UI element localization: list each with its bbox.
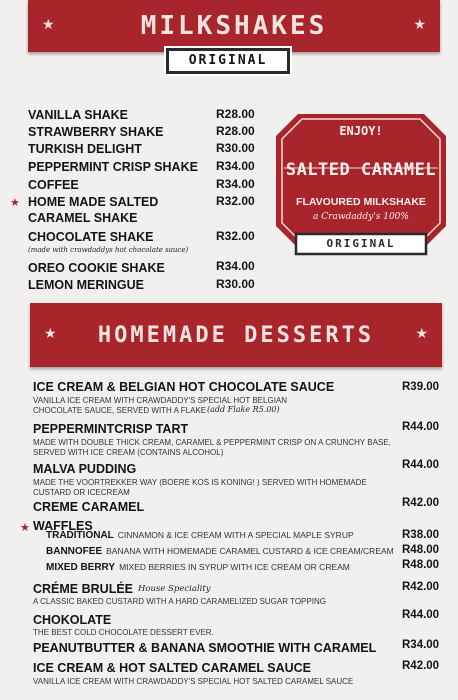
waffle-desc: CINNAMON & ICE CREAM WITH A SPECIAL MAPLE SYRUP [117, 530, 354, 540]
waffle-name: MIXED BERRY [46, 562, 116, 573]
menu-item-price: R32.00 [216, 229, 255, 243]
badge-title: SALTED CARAMEL [285, 160, 437, 180]
dessert-title: ICE CREAM & HOT SALTED CARAMEL SAUCE [33, 661, 312, 675]
badge-subtitle: FLAVOURED MILKSHAKE [296, 196, 426, 208]
dessert-desc: VANILLA ICE CREAM WITH CRAWDADDY'S SPECIAL HOT SALTED CARAMEL SAUCE [33, 677, 354, 686]
waffle-option [46, 530, 354, 541]
waffle-option [46, 562, 350, 573]
dessert-price: R44.00 [402, 609, 440, 621]
waffle-name: TRADITIONAL [46, 530, 114, 541]
menu-item-price: R28.00 [216, 124, 255, 138]
desserts-title: HOMEMADE DESSERTS [97, 322, 375, 348]
menu-item-name: STRAWBERRY SHAKE [28, 125, 164, 139]
star-icon: ★ [415, 325, 428, 341]
dessert-title: CREME CARAMEL [33, 500, 145, 514]
dessert-price: R48.00 [402, 544, 440, 556]
menu-item-name: PEPPERMINT CRISP SHAKE [28, 160, 198, 174]
menu-item-price: R30.00 [216, 277, 255, 291]
menu-item-name: OREO COOKIE SHAKE [28, 261, 165, 275]
star-icon: ★ [10, 197, 20, 209]
dessert-extra: (add Flake R5.00) [207, 405, 280, 414]
dessert-price: R42.00 [402, 497, 440, 509]
dessert-price: R39.00 [402, 381, 440, 393]
dessert-desc: VANILLA ICE CREAM WITH CRAWDADDY'S SPECIAL HOT BELGIAN [33, 396, 288, 405]
waffle-name: BANNOFEE [46, 546, 103, 557]
menu-item-price: R32.00 [216, 194, 255, 208]
menu-item-note: (made with crawdaddys hot chocolate sauce) [28, 246, 189, 254]
menu-item-price: R34.00 [216, 159, 255, 173]
menu-item-name: COFFEE [28, 178, 79, 192]
dessert-title: ICE CREAM & BELGIAN HOT CHOCOLATE SAUCE [33, 380, 335, 394]
menu-item-price: R28.00 [216, 107, 255, 121]
dessert-price: R44.00 [402, 421, 440, 433]
menu-item-name: TURKISH DELIGHT [28, 142, 142, 156]
dessert-title: WAFFLES [33, 519, 93, 533]
dessert-title: CRÉME BRULÉE [33, 582, 134, 596]
dessert-price: R42.00 [402, 581, 440, 593]
badge-tagline: a Crawdaddy's 100% [313, 212, 409, 222]
dessert-desc: SERVED WITH ICE CREAM (CONTAINS ALCOHOL) [33, 448, 224, 457]
menu-item-name: HOME MADE SALTED [28, 195, 159, 209]
badge-top-text: ENJOY! [339, 124, 383, 138]
menu-item-name: LEMON MERINGUE [28, 278, 144, 292]
dessert-title: PEANUTBUTTER & BANANA SMOOTHIE WITH CARAMEL [33, 641, 377, 655]
dessert-title: MALVA PUDDING [33, 462, 137, 476]
badge-ribbon-label: ORIGINAL [326, 237, 396, 250]
star-icon: ★ [42, 16, 55, 32]
menu-item-name: CHOCOLATE SHAKE [28, 230, 154, 244]
dessert-price: R42.00 [402, 660, 440, 672]
star-icon: ★ [20, 522, 30, 534]
dessert-price: R34.00 [402, 639, 440, 651]
menu-item-price: R34.00 [216, 259, 255, 273]
menu-item-price: R30.00 [216, 141, 255, 155]
dessert-desc: MADE THE VOORTREKKER WAY (BOERE KOS IS KONING! ) SERVED WITH HOMEMADE [33, 478, 367, 487]
waffle-option [46, 546, 394, 557]
dessert-price: R48.00 [402, 559, 440, 571]
star-icon: ★ [413, 16, 426, 32]
menu-item-name-line2: CARAMEL SHAKE [28, 211, 138, 225]
waffle-desc: BANANA WITH HOMEMADE CARAMEL CUSTARD & ICE CREAM/CREAM [106, 546, 394, 556]
dessert-desc: CUSTARD OR ICECREAM [33, 488, 130, 497]
waffle-desc: MIXED BERRIES IN SYRUP WITH ICE CREAM OR CREAM [119, 562, 350, 572]
dessert-title: PEPPERMINTCRISP TART [33, 422, 189, 436]
original-ribbon-label: ORIGINAL [188, 53, 268, 68]
menu-item-name: VANILLA SHAKE [28, 108, 128, 122]
star-icon: ★ [44, 325, 57, 341]
dessert-price: R38.00 [402, 529, 440, 541]
milkshakes-title: MILKSHAKES [140, 11, 328, 41]
house-speciality-tag: House Speciality [138, 584, 211, 594]
milkshakes-banner [28, 0, 440, 52]
menu-item-price: R34.00 [216, 177, 255, 191]
desserts-banner [30, 303, 442, 367]
dessert-desc: CHOCOLATE SAUCE, SERVED WITH A FLAKE [33, 406, 207, 415]
original-ribbon [166, 48, 290, 74]
dessert-title: CHOKOLATE [33, 613, 112, 627]
dessert-desc: A CLASSIC BAKED CUSTARD WITH A HARD CARAMELIZED SUGAR TOPPING [33, 597, 326, 606]
dessert-desc: THE BEST COLD CHOCOLATE DESSERT EVER. [33, 628, 214, 637]
dessert-price: R44.00 [402, 459, 440, 471]
dessert-desc: MADE WITH DOUBLE THICK CREAM, CARAMEL & PEPPERMINT CRISP ON A CRUNCHY BASE, [33, 438, 391, 447]
